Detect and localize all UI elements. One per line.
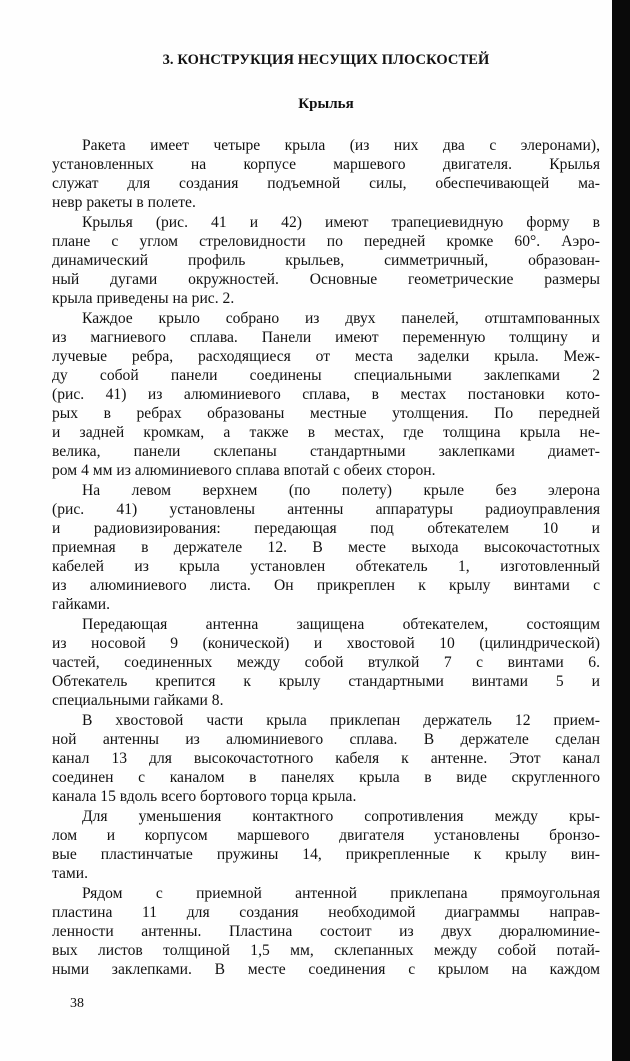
section-title: 3. КОНСТРУКЦИЯ НЕСУЩИХ ПЛОСКОСТЕЙ xyxy=(162,52,490,68)
text-line: установленных на корпусе маршевого двигателя. Крылья xyxy=(52,156,600,173)
text-line: лучевые ребра, расходящиеся от места заделки крыла. Меж- xyxy=(52,348,600,365)
text-line: специальными гайками 8. xyxy=(52,692,224,709)
text-line: В хвостовой части крыла приклепан держатель 12 прием- xyxy=(82,712,600,729)
text-line: велика, панели склепаны стандартными заклепками диамет- xyxy=(52,443,600,460)
paragraph xyxy=(52,884,600,979)
text-line: (рис. 41) установлены антенны аппаратуры радиоуправления xyxy=(52,501,600,518)
text-line: из носовой 9 (конической) и хвостовой 10 (цилиндрической) xyxy=(52,635,600,652)
paragraph xyxy=(52,711,600,806)
text-line: канал 13 для высокочастотного кабеля к антенне. Этот канал xyxy=(52,750,600,767)
text-line: ленности антенны. Пластина состоит из двух дюралюминие- xyxy=(52,923,600,940)
text-line: кабелей из крыла установлен обтекатель 1, изготовленный xyxy=(52,558,600,575)
paragraph xyxy=(52,309,600,480)
text-line: тами. xyxy=(52,865,89,882)
text-line: ной антенны из алюминиевого сплава. В держателе сделан xyxy=(52,731,600,748)
text-line: Ракета имеет четыре крыла (из них два с элеронами), xyxy=(82,137,600,154)
text-line: частей, соединенных между собой втулкой 7 с винтами 6. xyxy=(52,654,600,671)
text-line: (рис. 41) из алюминиевого сплава, в местах постановки кото- xyxy=(52,386,600,403)
text-line: из магниевого сплава. Панели имеют переменную толщину и xyxy=(52,329,600,346)
text-line: и радиовизирования: передающая под обтекателем 10 и xyxy=(52,520,600,537)
text-line: динамический профиль крыльев, симметричный, образован- xyxy=(52,252,600,269)
text-line: рых в ребрах образованы местные утолщения. По передней xyxy=(52,405,600,422)
paragraph xyxy=(52,213,600,308)
text-line: и задней кромкам, а также в местах, где толщина крыла не- xyxy=(52,424,600,441)
text-line: Передающая антенна защищена обтекателем, состоящим xyxy=(82,616,600,633)
paragraph xyxy=(52,807,600,883)
text-line: Каждое крыло собрано из двух панелей, отштампованных xyxy=(82,310,600,327)
text-line: ными заклепками. В месте соединения с крылом на каждом xyxy=(52,961,600,978)
subsection-title: Крылья xyxy=(298,96,354,112)
text-line: На левом верхнем (по полету) крыле без элерона xyxy=(82,482,600,499)
text-line: канала 15 вдоль всего бортового торца крыла. xyxy=(52,788,357,805)
text-line: ром 4 мм из алюминиевого сплава впотай с обеих сторон. xyxy=(52,462,436,479)
text-line: Рядом с приемной антенной приклепана прямоугольная xyxy=(82,885,600,902)
paragraph xyxy=(52,136,600,212)
text-line: Для уменьшения контактного сопротивления между кры- xyxy=(82,808,600,825)
scan-edge-shadow xyxy=(612,0,630,1061)
text-line: из алюминиевого листа. Он прикреплен к крылу винтами с xyxy=(52,577,600,594)
text-line: служат для создания подъемной силы, обеспечивающей ма- xyxy=(52,175,600,192)
body-text xyxy=(52,136,600,980)
paragraph xyxy=(52,615,600,710)
text-line: Обтекатель крепится к крылу стандартными винтами 5 и xyxy=(52,673,600,690)
page-number: 38 xyxy=(70,996,84,1011)
text-line: лом и корпусом маршевого двигателя установлены бронзо- xyxy=(52,827,600,844)
text-line: невр ракеты в полете. xyxy=(52,194,196,211)
text-line: ный дугами окружностей. Основные геометрические размеры xyxy=(52,271,600,288)
text-line: приемная в держателе 12. В месте выхода высокочастотных xyxy=(52,539,600,556)
paragraph xyxy=(52,481,600,614)
text-line: ду собой панели соединены специальными заклепками 2 xyxy=(52,367,600,384)
text-line: вые пластинчатые пружины 14, прикрепленные к крылу вин- xyxy=(52,846,600,863)
text-line: плане с углом стреловидности по передней кромке 60°. Аэро- xyxy=(52,233,600,250)
text-line: гайками. xyxy=(52,596,111,613)
text-line: крыла приведены на рис. 2. xyxy=(52,290,235,307)
text-line: пластина 11 для создания необходимой диаграммы направ- xyxy=(52,904,600,921)
text-line: соединен с каналом в панелях крыла в виде скругленного xyxy=(52,769,600,786)
text-line: Крылья (рис. 41 и 42) имеют трапециевидную форму в xyxy=(82,214,600,231)
text-line: вых листов толщиной 1,5 мм, склепанных между собой потай- xyxy=(52,942,600,959)
